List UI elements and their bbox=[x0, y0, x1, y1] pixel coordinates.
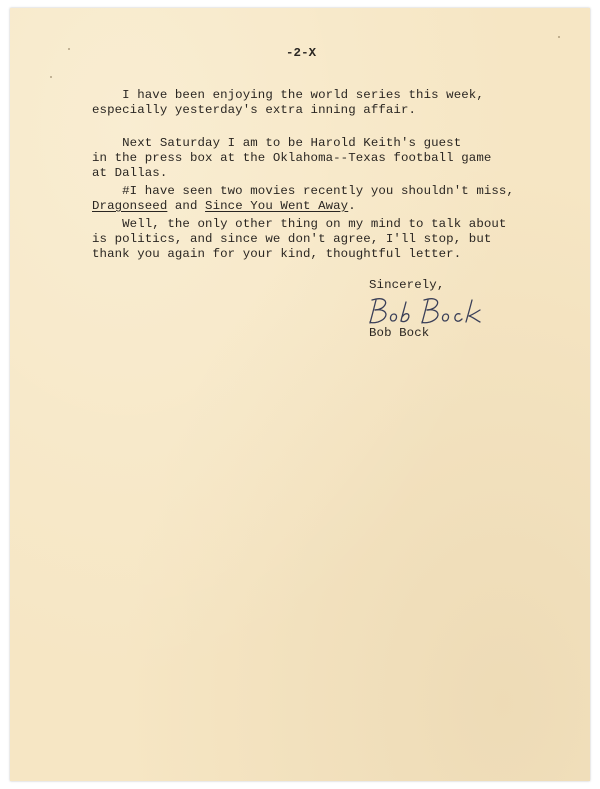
text-line: in the press box at the Oklahoma--Texas football game bbox=[92, 151, 492, 165]
letter-page bbox=[10, 8, 590, 781]
text-line: Next Saturday I am to be Harold Keith's guest bbox=[92, 136, 462, 150]
text-line: #I have seen two movies recently you shouldn't miss, bbox=[92, 184, 514, 198]
handwritten-signature bbox=[362, 292, 492, 328]
text-line: Well, the only other thing on my mind to talk about bbox=[92, 217, 507, 231]
page-number: -2-X bbox=[286, 46, 317, 60]
closing: Sincerely, bbox=[369, 278, 445, 292]
text-line: especially yesterday's extra inning affair. bbox=[92, 103, 417, 117]
movie-title-dragonseed: Dragonseed bbox=[92, 199, 168, 213]
text-line: thank you again for your kind, thoughtful letter. bbox=[92, 247, 462, 261]
text-connector: and bbox=[167, 199, 206, 213]
paragraph-movies bbox=[92, 184, 514, 214]
typed-name: Bob Bock bbox=[369, 326, 430, 340]
text-line: is politics, and since we don't agree, I'll stop, but bbox=[92, 232, 492, 246]
paper-speck bbox=[558, 36, 560, 38]
paragraph-politics bbox=[92, 217, 506, 262]
movie-title-since-you-went-away: Since You Went Away bbox=[205, 199, 349, 213]
text-period: . bbox=[348, 199, 356, 213]
paragraph-football-game bbox=[92, 136, 491, 181]
paper-speck bbox=[50, 76, 52, 78]
paragraph-world-series bbox=[92, 88, 484, 118]
text-line: I have been enjoying the world series this week, bbox=[92, 88, 484, 102]
paper-speck bbox=[68, 48, 70, 50]
text-line: at Dallas. bbox=[92, 166, 168, 180]
